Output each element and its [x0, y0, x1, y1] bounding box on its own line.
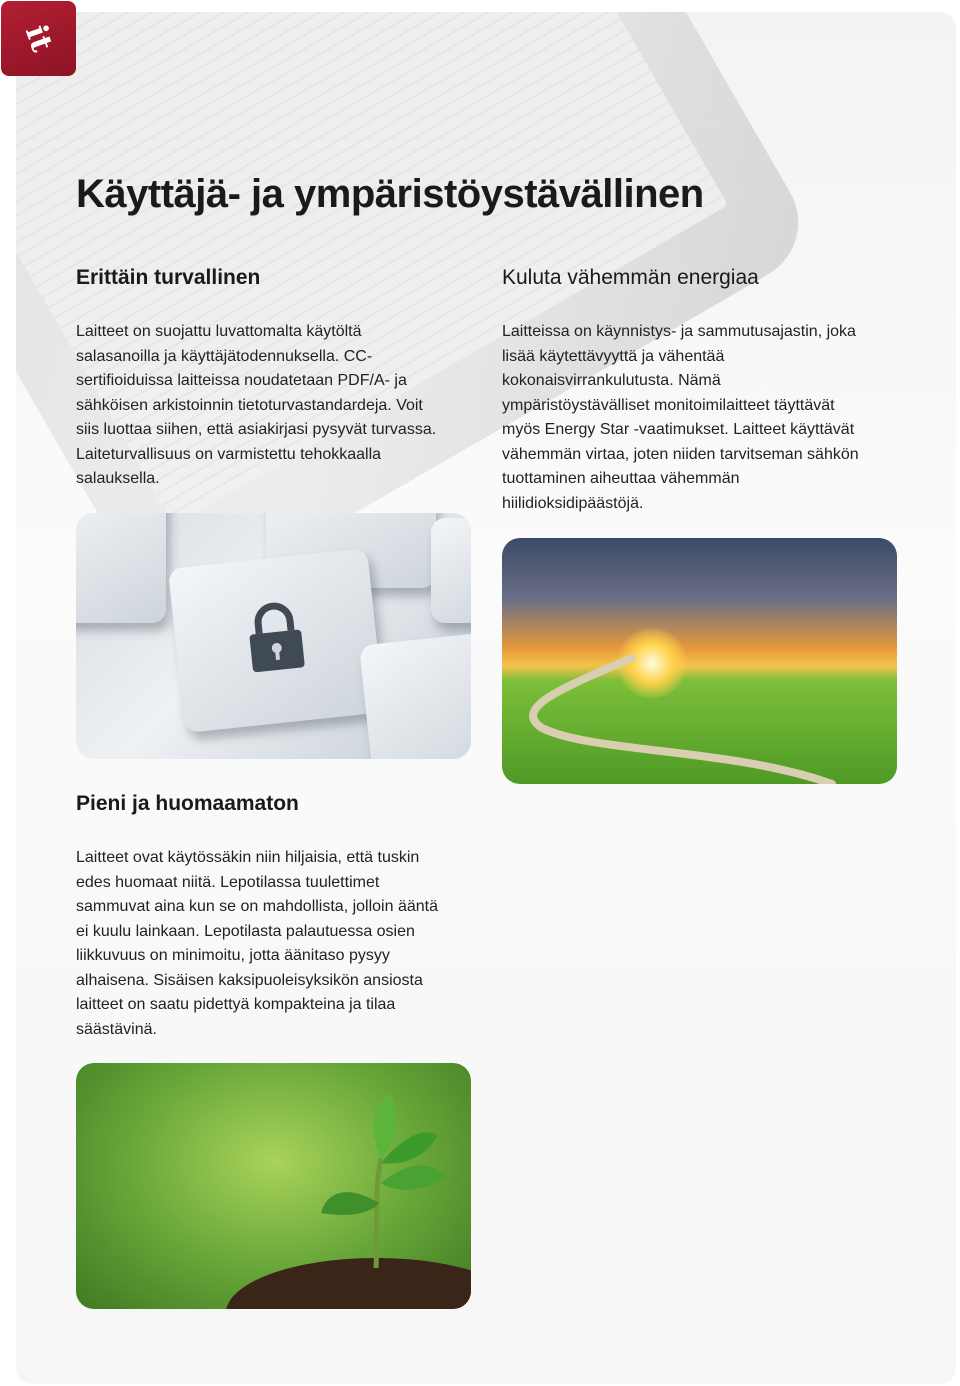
road-shape	[502, 538, 897, 784]
text-line: sähköisen arkistoinnin tietoturvastandardeja. Voit	[76, 396, 423, 414]
text-line: salauksella.	[76, 470, 160, 487]
text-line: alhaisena. Sisäisen kaksipuoleisyksikön ansiosta	[76, 971, 423, 989]
text-line: Laiteturvallisuus on varmistettu tehokkaalla	[76, 445, 382, 463]
key-shape	[359, 631, 471, 759]
text-line: salasanoilla ja käyttäjätodennuksella. CC-	[76, 347, 373, 365]
text-line: säästävinä.	[76, 1020, 157, 1038]
text-line: edes huomaat niitä. Lepotilassa tuulettimet	[76, 873, 380, 891]
quiet-text	[76, 846, 486, 1042]
lock-key	[168, 548, 384, 733]
text-line: ei kuulu lainkaan. Lepotilasta palautuessa osien	[76, 922, 415, 940]
text-line: hiilidioksidipäästöjä.	[502, 494, 644, 512]
text-line: sertifioiduissa laitteissa noudatetaan PDF/A- ja	[76, 372, 407, 389]
text-line: sammuvat aina kun se on mahdollista, jolloin ääntä	[76, 898, 438, 915]
keyboard-lock-photo	[76, 513, 471, 759]
key-shape	[431, 518, 471, 623]
page-title: Käyttäjä- ja ympäristöystävällinen	[76, 172, 704, 216]
sprout-photo	[76, 1063, 471, 1309]
padlock-icon	[232, 594, 320, 682]
text-line: lisää käytettävyyttä ja vähentää	[502, 347, 725, 365]
text-line: Laitteet on suojattu luvattomalta käytöltä	[76, 323, 362, 340]
text-line: Laitteet ovat käytössäkin niin hiljaisia, että tuskin	[76, 849, 420, 866]
text-line: vähemmän virtaa, joten niiden tarvitseman sähkön	[502, 445, 859, 463]
text-line: myös Energy Star -vaatimukset. Laitteet käyttävät	[502, 421, 855, 438]
secure-heading: Erittäin turvallinen	[76, 266, 261, 289]
text-line: liikkuvuus on minimoitu, jotta äänitaso pysyy	[76, 947, 390, 964]
sunset-field-photo	[502, 538, 897, 784]
quiet-heading: Pieni ja huomaamaton	[76, 792, 299, 815]
brand-logo: it	[1, 1, 76, 76]
text-line: laitteet on saatu pidettyä kompakteina ja tilaa	[76, 996, 396, 1013]
seedling-shape	[76, 1063, 471, 1309]
energy-text	[502, 320, 912, 516]
key-shape	[76, 513, 166, 623]
text-line: tuottaminen aiheuttaa vähemmän	[502, 470, 740, 487]
secure-text	[76, 320, 476, 492]
energy-heading: Kuluta vähemmän energiaa	[502, 266, 759, 289]
text-line: Laitteissa on käynnistys- ja sammutusajastin, joka	[502, 323, 856, 340]
text-line: ympäristöystävälliset monitoimilaitteet täyttävät	[502, 396, 835, 414]
text-line: kokonaisvirrankulutusta. Nämä	[502, 372, 721, 389]
text-line: siis luottaa siihen, että asiakirjasi pysyvät turvassa.	[76, 421, 437, 438]
